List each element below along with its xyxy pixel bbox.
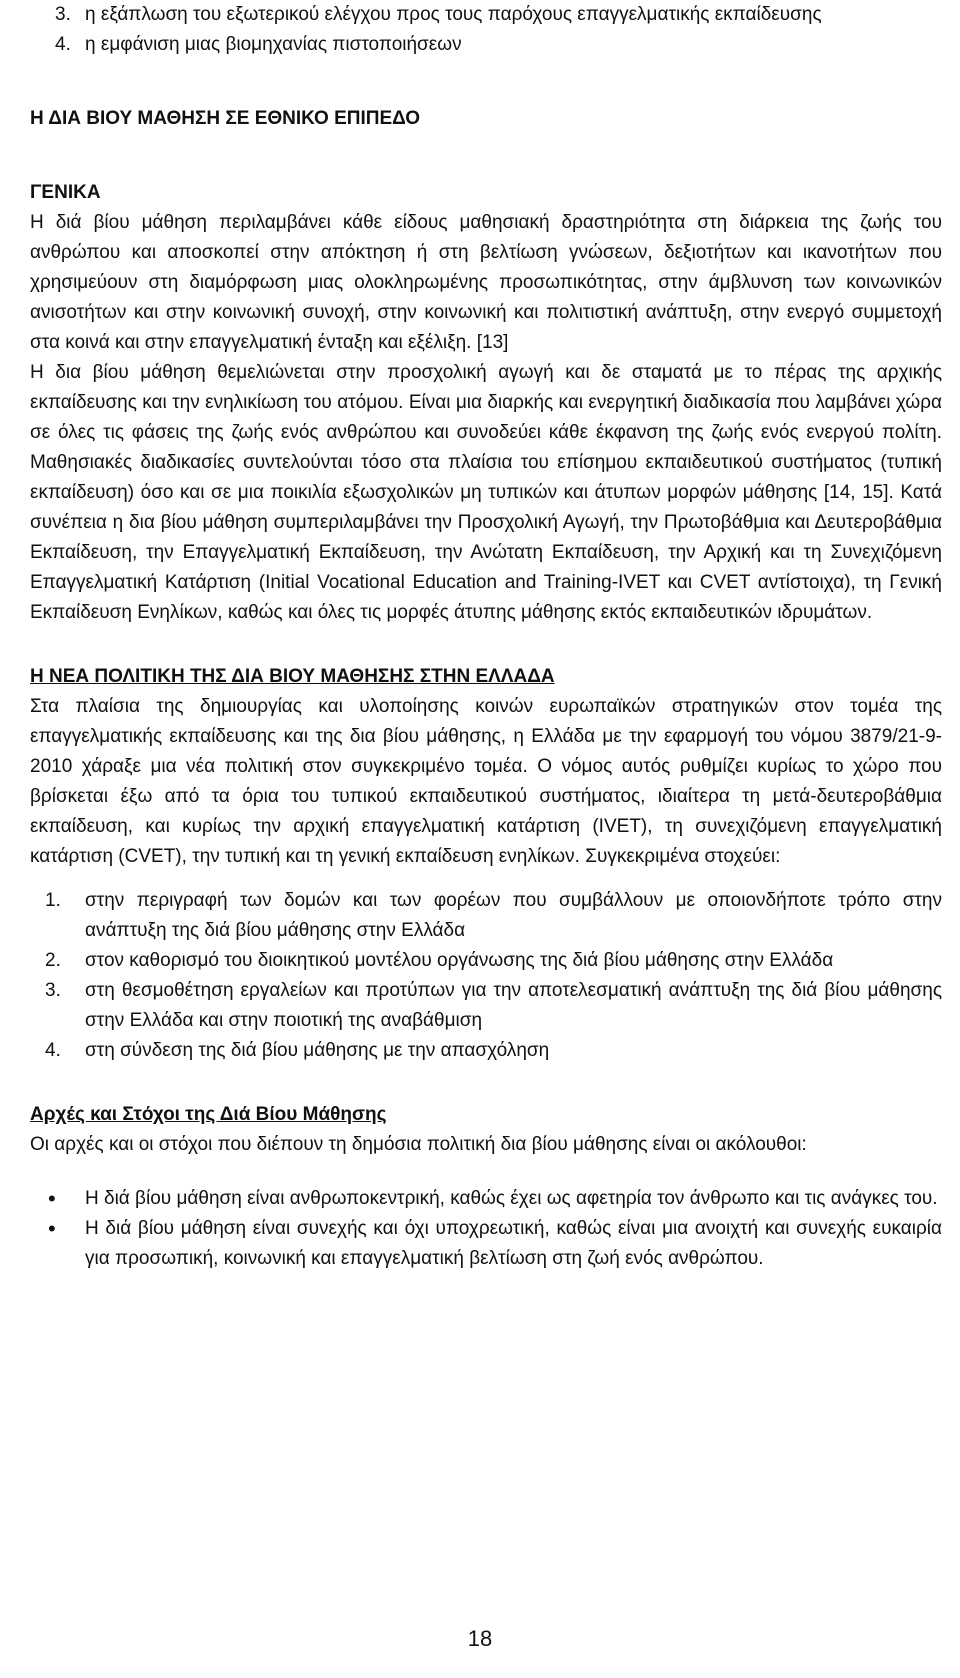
list-item	[30, 886, 942, 946]
list-item-text: η εξάπλωση του εξωτερικού ελέγχου προς τους παρόχους επαγγελματικής εκπαίδευσης	[85, 4, 822, 25]
list-number: 4.	[55, 34, 71, 55]
subheading-general: ΓΕΝΙΚΑ	[30, 182, 101, 203]
list-number: 4.	[45, 1040, 61, 1061]
list-item-text: Η διά βίου μάθηση είναι ανθρωποκεντρική, καθώς έχει ως αφετηρία τον άνθρωπο και τις ανάγκες του.	[85, 1188, 938, 1209]
page-number: 18	[467, 1626, 493, 1651]
list-item	[30, 1184, 942, 1214]
list-item-text: στη θεσμοθέτηση εργαλείων και προτύπων για την αποτελεσματική ανάπτυξη της διά βίου μάθησης στην Ελλάδα και στην ποιοτική της αναβάθμιση	[85, 980, 942, 1031]
list-item	[30, 1214, 942, 1274]
objectives-list	[30, 886, 942, 1066]
bullet-icon: •	[48, 1186, 56, 1211]
list-item-text: στον καθορισμό του διοικητικού μοντέλου οργάνωσης της διά βίου μάθησης στην Ελλάδα	[85, 950, 834, 971]
paragraph-principles: Οι αρχές και οι στόχοι που διέπουν τη δημόσια πολιτική δια βίου μάθησης είναι οι ακόλουθοι:	[30, 1134, 807, 1155]
paragraph-definition: Η διά βίου μάθηση περιλαμβάνει κάθε είδους μαθησιακή δραστηριότητα στη διάρκεια της ζωής του ανθρώπου και αποσκοπεί στην απόκτηση ή στη βελτίωση γνώσεων, δεξιοτήτων και ικανοτήτων που χρησιμεύουν στη διαμόρφωση μιας ολοκληρωμένης προσωπικότητας, στην άμβλυνση των κοινωνικών ανισοτήτων και στην κοινωνική συνοχή, στην κοινωνική και πολιτιστική ανάπτυξη, στην ενεργό συμμετοχή στα κοινά και στην επαγγελματική ένταξη και εξέλιξη. [13]	[30, 212, 942, 353]
section-heading-principles: Αρχές και Στόχοι της Διά Βίου Μάθησης	[30, 1104, 387, 1125]
page-content	[30, 0, 942, 1274]
list-item-text: Η διά βίου μάθηση είναι συνεχής και όχι υποχρεωτική, καθώς είναι μια ανοιχτή και συνεχής ευκαιρία για προσωπική, κοινωνική και επαγγελματική βελτίωση στη ζωή ενός ανθρώπου.	[85, 1218, 942, 1269]
list-item-text: στη σύνδεση της διά βίου μάθησης με την απασχόληση	[85, 1040, 550, 1061]
list-number: 3.	[45, 980, 61, 1001]
continued-numbered-list	[30, 0, 942, 60]
paragraph-new-policy: Στα πλαίσια της δημιουργίας και υλοποίησης κοινών ευρωπαϊκών στρατηγικών στον τομέα της επαγγελματικής εκπαίδευσης και της δια βίου μάθησης, η Ελλάδα με την εφαρμογή του νόμου 3879/21-9-2010 χάραξε μια νέα πολιτική στον συγκεκριμένο τομέα. Ο νόμος αυτός ρυθμίζει κυρίως το χώρο που βρίσκεται έξω από τα όρια του τυπικού εκπαιδευτικού συστήματος, ιδιαίτερα τη μετά-δευτεροβάθμια εκπαίδευση, και κυρίως την αρχική επαγγελματική κατάρτιση (IVET), τη συνεχιζόμενη επαγγελματική κατάρτιση (CVET), την τυπική και τη γενική εκπαίδευση ενηλίκων. Συγκεκριμένα στοχεύει:	[30, 696, 942, 867]
list-number: 2.	[45, 950, 61, 971]
list-item-text: η εμφάνιση μιας βιομηχανίας πιστοποιήσεων	[85, 34, 462, 55]
list-item	[30, 30, 942, 60]
list-item-text: στην περιγραφή των δομών και των φορέων που συμβάλλουν με οποιονδήποτε τρόπο στην ανάπτυξη της διά βίου μάθησης στην Ελλάδα	[85, 890, 942, 941]
list-item	[30, 946, 942, 976]
list-item	[30, 976, 942, 1036]
principles-bullet-list	[30, 1184, 942, 1274]
bullet-icon: •	[48, 1216, 56, 1241]
list-number: 1.	[45, 890, 61, 911]
list-item	[30, 0, 942, 30]
list-number: 3.	[55, 4, 71, 25]
list-item	[30, 1036, 942, 1066]
section-heading-national-level: Η ΔΙΑ ΒΙΟΥ ΜΑΘΗΣΗ ΣΕ ΕΘΝΙΚΟ ΕΠΙΠΕΔΟ	[30, 108, 421, 129]
paragraph-scope: Η δια βίου μάθηση θεμελιώνεται στην προσχολική αγωγή και δε σταματά με το πέρας της αρχικής εκπαίδευσης και την ενηλικίωση του ατόμου. Είναι μια διαρκής και ενεργητική διαδικασία που λαμβάνει χώρα σε όλες τις φάσεις της ζωής ενός ανθρώπου και συνοδεύει κάθε έκφανση της ζωής ενός ενεργού πολίτη. Μαθησιακές διαδικασίες συντελούνται τόσο στα πλαίσια του επίσημου εκπαιδευτικού συστήματος (τυπική εκπαίδευση) όσο και σε μια ποικιλία εξωσχολικών μη τυπικών και άτυπων μορφών μάθησης [14, 15]. Κατά συνέπεια η δια βίου μάθηση συμπεριλαμβάνει την Προσχολική Αγωγή, την Πρωτοβάθμια και Δευτεροβάθμια Εκπαίδευση, την Επαγγελματική Εκπαίδευση, την Ανώτατη Εκπαίδευση, την Αρχική και τη Συνεχιζόμενη Επαγγελματική Κατάρτιση (Initial Vocational Education and Training-IVET και CVET αντίστοιχα), τη Γενική Εκπαίδευση Ενηλίκων, καθώς και όλες τις μορφές άτυπης μάθησης εκτός εκπαιδευτικών ιδρυμάτων.	[30, 362, 942, 623]
section-heading-new-policy: Η ΝΕΑ ΠΟΛΙΤΙΚΗ ΤΗΣ ΔΙΑ ΒΙΟΥ ΜΑΘΗΣΗΣ ΣΤΗΝ ΕΛΛΑΔΑ	[30, 666, 555, 687]
